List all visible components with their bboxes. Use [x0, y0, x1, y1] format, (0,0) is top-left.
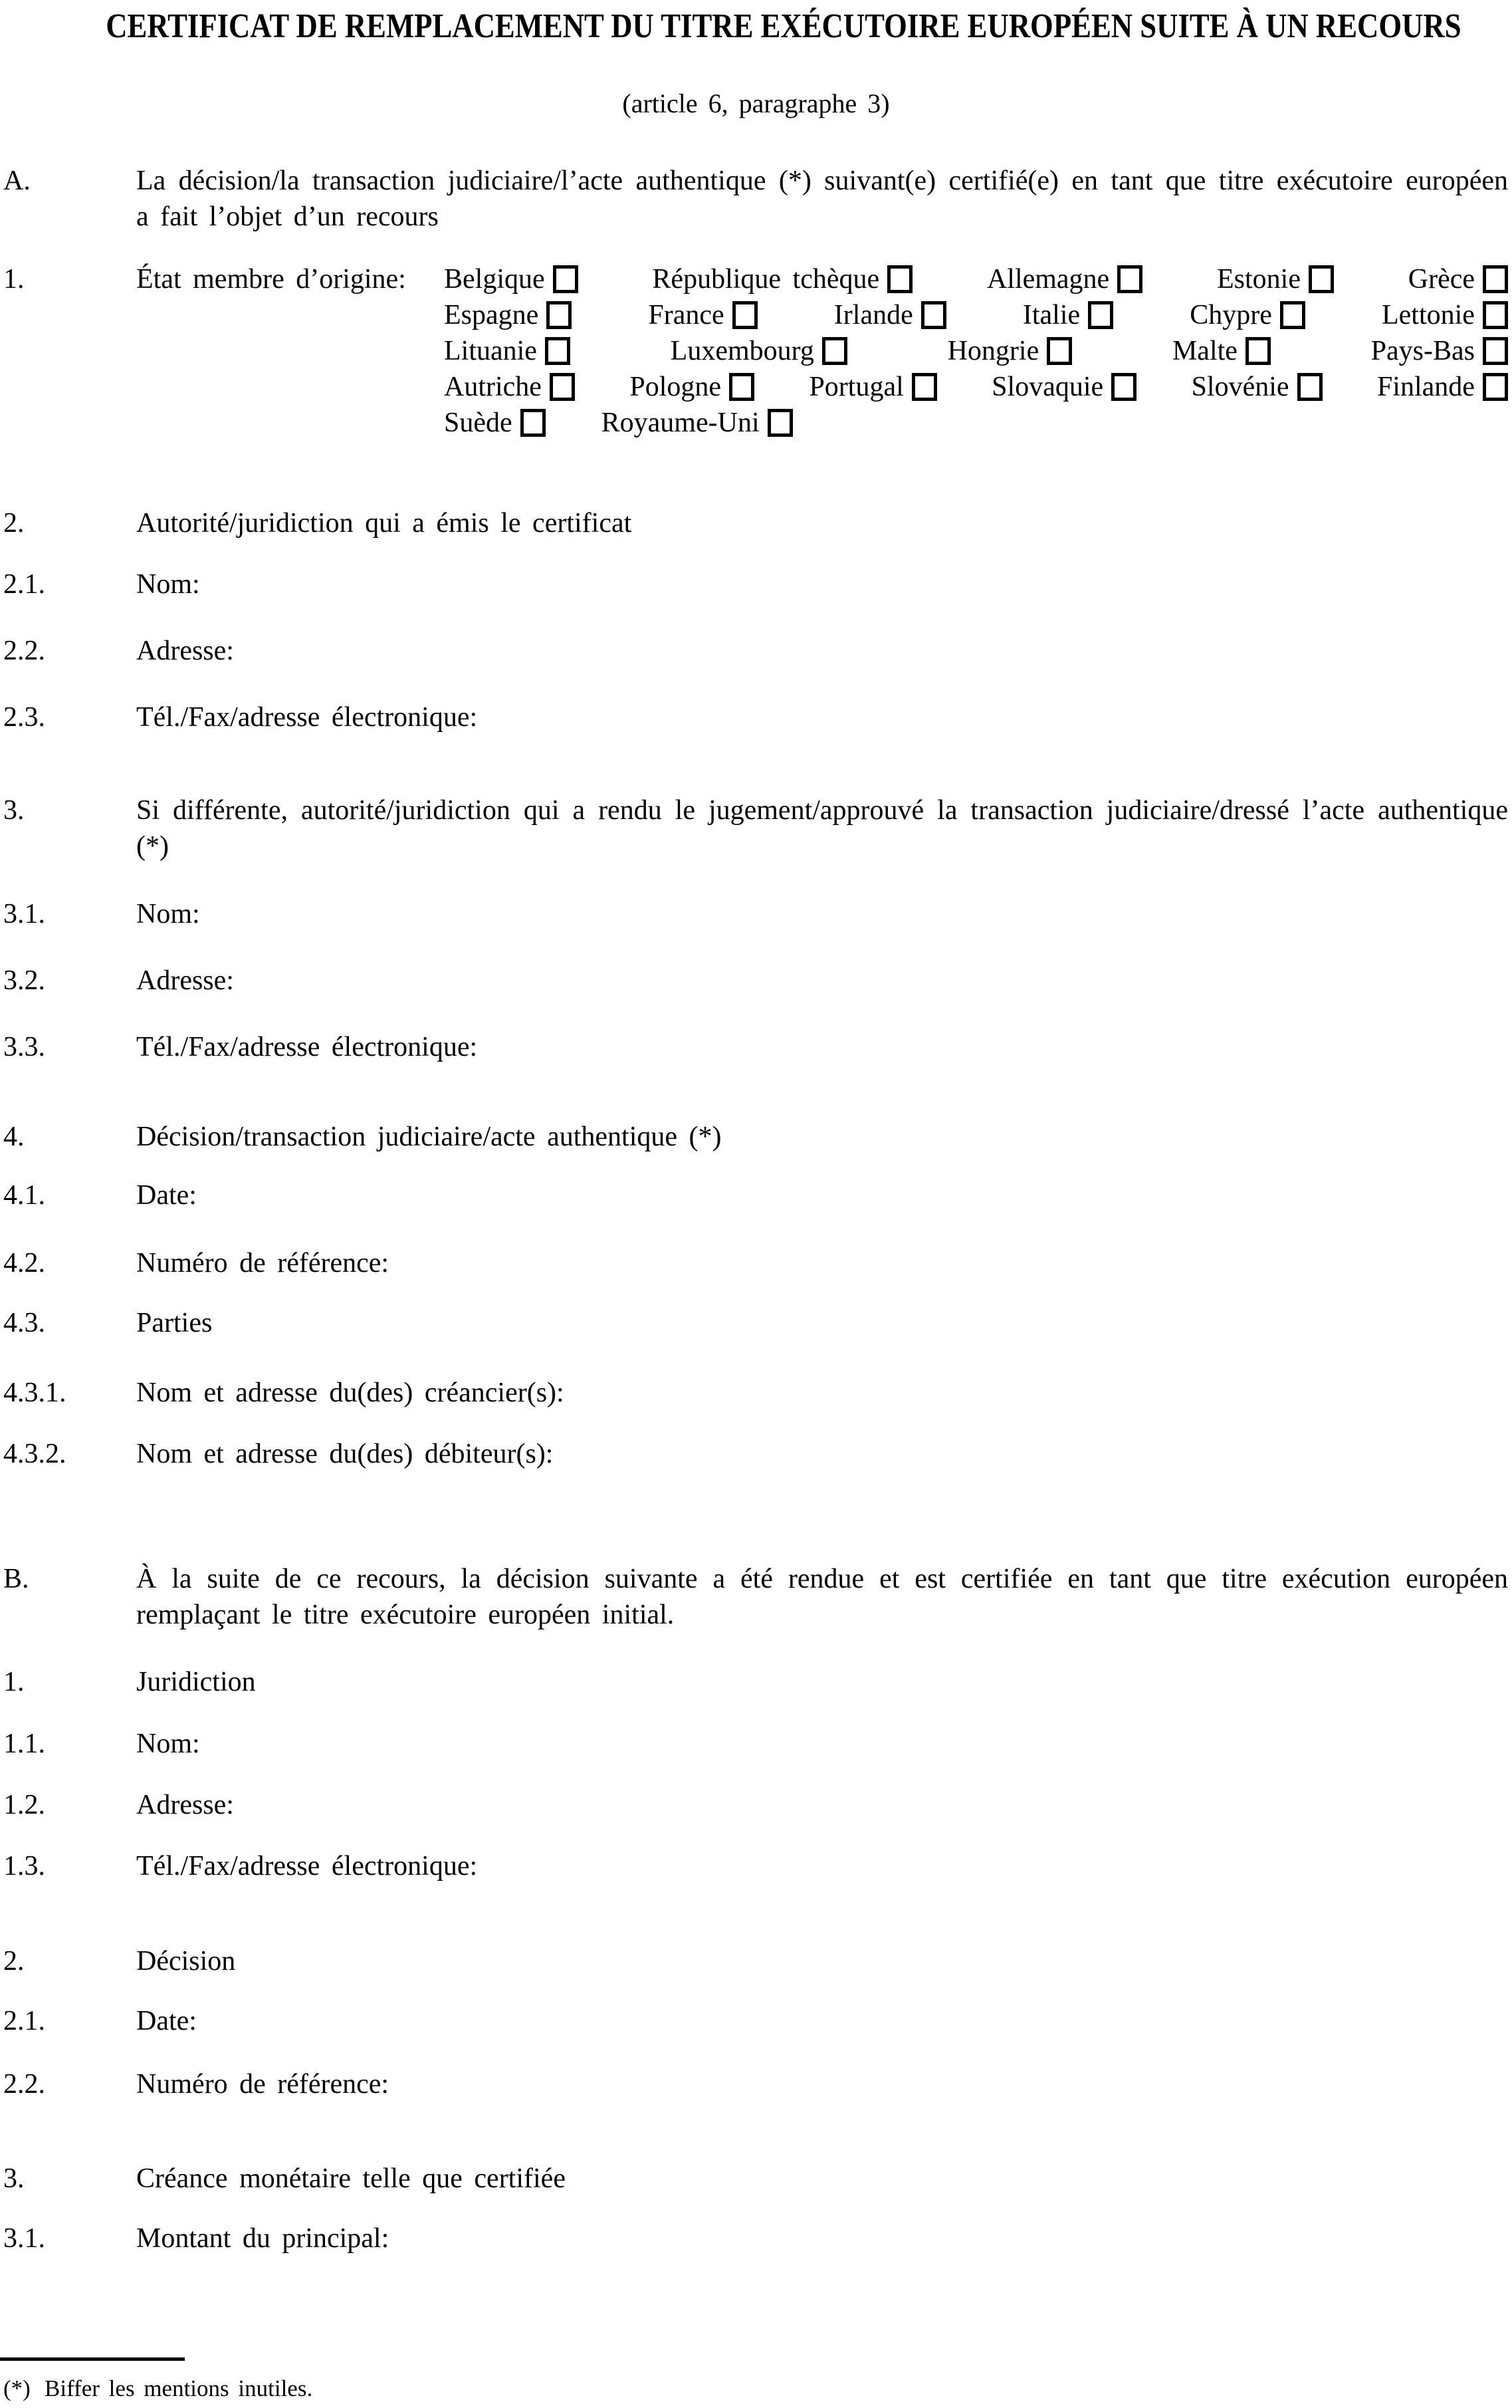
member-state-label: Lettonie	[1382, 300, 1475, 330]
section-a-2-2	[3, 633, 1508, 669]
page-subtitle: (article 6, paragraphe 3)	[622, 88, 890, 118]
item-text: Numéro de référence:	[136, 2069, 389, 2100]
checkbox-italie[interactable]	[1088, 301, 1113, 329]
member-state-label: Slovénie	[1191, 372, 1289, 402]
member-state-row	[444, 301, 1508, 330]
member-state-label: Slovaquie	[992, 372, 1104, 402]
item-text: Date:	[136, 1180, 197, 1211]
section-b-3-1	[3, 2221, 1508, 2256]
section-a-3-2	[3, 963, 1508, 999]
checkbox-royaume-uni[interactable]	[768, 409, 793, 437]
checkbox-autriche[interactable]	[550, 373, 575, 401]
footnote	[3, 2373, 1508, 2404]
item-number: 2.	[3, 508, 25, 539]
member-state-label: Belgique	[444, 264, 545, 295]
member-state-hongrie	[948, 336, 1073, 366]
item-number: 3.1.	[3, 899, 45, 929]
checkbox-luxembourg[interactable]	[822, 337, 847, 365]
item-text: La décision/la transaction judiciaire/l’acte authentique (*) suivant(e) certifié(e) en tant que titre exécutoire européen a fait l’objet d’un recours	[136, 166, 1508, 232]
item-number: 4.3.1.	[3, 1378, 66, 1408]
section-a-4-3-2	[3, 1436, 1508, 1472]
member-state-label: Chypre	[1190, 300, 1272, 330]
member-state-republique-tcheque	[652, 265, 913, 294]
checkbox-france[interactable]	[732, 301, 758, 329]
checkbox-belgique[interactable]	[553, 265, 578, 293]
section-a	[3, 163, 1508, 235]
item-text: Adresse:	[136, 636, 234, 666]
member-state-irlande	[834, 301, 946, 330]
checkbox-allemagne[interactable]	[1117, 265, 1142, 293]
item-text: Nom:	[136, 569, 200, 600]
member-state-label: Portugal	[809, 372, 904, 402]
item-text: Date:	[136, 2006, 197, 2036]
checkbox-pays-bas[interactable]	[1483, 337, 1508, 365]
item-number: 2.1.	[3, 2006, 45, 2036]
member-state-slovenie	[1192, 372, 1323, 402]
member-state-row	[444, 265, 1508, 294]
checkbox-hongrie[interactable]	[1047, 337, 1072, 365]
member-state-row	[444, 372, 1508, 402]
footnote-marker: (*)	[3, 2375, 31, 2401]
member-state-malte	[1172, 336, 1271, 366]
section-a-3-3	[3, 1029, 1508, 1065]
member-state-espagne	[444, 301, 572, 330]
section-b-1	[3, 1664, 1508, 1700]
item-text: Nom et adresse du(des) créancier(s):	[136, 1378, 564, 1408]
item-number: 4.2.	[3, 1248, 45, 1278]
section-a-2	[3, 505, 1508, 541]
item-text: Nom:	[136, 1729, 200, 1759]
item-number: B.	[3, 1564, 29, 1594]
section-a-4	[3, 1119, 1508, 1155]
member-state-france	[648, 301, 757, 330]
member-state-label: France	[648, 300, 724, 330]
member-state-label: Finlande	[1376, 372, 1475, 402]
section-b-2-2	[3, 2066, 1508, 2102]
checkbox-lettonie[interactable]	[1483, 301, 1508, 329]
member-state-slovaquie	[992, 372, 1136, 402]
checkbox-portugal[interactable]	[912, 373, 937, 401]
section-1-member-state	[3, 265, 1508, 444]
item-text: Adresse:	[136, 1790, 234, 1820]
item-text: Numéro de référence:	[136, 1248, 389, 1278]
item-number: 2.2.	[3, 636, 45, 666]
member-state-label: Pologne	[629, 372, 722, 402]
member-state-grece	[1408, 265, 1508, 294]
member-state-royaume-uni	[601, 408, 793, 437]
item-number: 1.2.	[3, 1790, 45, 1820]
section-b-2	[3, 1943, 1508, 1979]
member-state-portugal	[809, 372, 936, 402]
checkbox-republique-tcheque[interactable]	[887, 265, 913, 293]
member-state-label: Estonie	[1216, 264, 1301, 295]
member-state-italie	[1023, 301, 1113, 330]
item-number: 2.2.	[3, 2069, 45, 2100]
section-b-1-3	[3, 1848, 1508, 1884]
checkbox-malte[interactable]	[1245, 337, 1271, 365]
checkbox-suede[interactable]	[520, 409, 546, 437]
section-b-2-1	[3, 2003, 1508, 2039]
member-state-belgique	[444, 265, 578, 294]
item-text: Autorité/juridiction qui a émis le certificat	[136, 508, 632, 539]
item-text: Décision	[136, 1946, 236, 1977]
item-number: 3.2.	[3, 965, 45, 996]
member-state-label: Italie	[1022, 300, 1081, 330]
section-a-4-1	[3, 1177, 1508, 1213]
member-state-pays-bas	[1371, 336, 1508, 366]
member-state-finlande	[1377, 372, 1508, 402]
section-a-4-2	[3, 1245, 1508, 1281]
item-number: 4.3.2.	[3, 1439, 66, 1469]
member-state-label: Pays-Bas	[1370, 336, 1475, 366]
member-state-checkbox-grid	[444, 265, 1508, 444]
member-state-lettonie	[1382, 301, 1508, 330]
member-state-estonie	[1217, 265, 1334, 294]
checkbox-irlande[interactable]	[921, 301, 946, 329]
checkbox-espagne[interactable]	[546, 301, 572, 329]
section-a-4-3-1	[3, 1375, 1508, 1411]
item-number: 2.1.	[3, 569, 45, 600]
item-number: 4.1.	[3, 1180, 45, 1211]
checkbox-pologne[interactable]	[729, 373, 754, 401]
checkbox-chypre[interactable]	[1280, 301, 1305, 329]
item-number: 1.3.	[3, 1851, 45, 1881]
item-number: 4.	[3, 1122, 25, 1152]
member-state-row	[444, 336, 1508, 366]
section-b	[3, 1561, 1508, 1633]
checkbox-slovaquie[interactable]	[1111, 373, 1136, 401]
member-state-label: Malte	[1172, 336, 1238, 366]
member-state-suede	[444, 408, 546, 437]
member-state-row	[444, 408, 1508, 437]
member-state-pologne	[629, 372, 754, 402]
checkbox-grece[interactable]	[1483, 265, 1508, 293]
member-state-label: Grèce	[1408, 264, 1475, 295]
section-a-4-3	[3, 1305, 1508, 1341]
member-state-label: Irlande	[833, 300, 913, 330]
item-number: 3.	[3, 795, 25, 826]
item-text: Décision/transaction judiciaire/acte authentique (*)	[136, 1122, 722, 1152]
member-state-label: Suède	[444, 408, 512, 438]
member-state-chypre	[1190, 301, 1305, 330]
item-text: Tél./Fax/adresse électronique:	[136, 702, 478, 733]
member-state-label: Autriche	[444, 372, 542, 402]
checkbox-estonie[interactable]	[1309, 265, 1334, 293]
item-text: Tél./Fax/adresse électronique:	[136, 1032, 478, 1062]
section-b-1-1	[3, 1726, 1508, 1762]
member-state-label: Espagne	[444, 300, 539, 330]
checkbox-lituanie[interactable]	[545, 337, 570, 365]
item-text: Montant du principal:	[136, 2223, 389, 2254]
member-state-lituanie	[444, 336, 570, 366]
member-state-label: Royaume-Uni	[601, 408, 760, 438]
footnote-text: Biffer les mentions inutiles.	[45, 2375, 313, 2401]
member-state-label: République tchèque	[652, 264, 880, 295]
section-a-3-1	[3, 896, 1508, 932]
item-text: Parties	[136, 1308, 213, 1338]
member-state-luxembourg	[671, 336, 847, 366]
checkbox-slovenie[interactable]	[1297, 373, 1323, 401]
checkbox-finlande[interactable]	[1483, 373, 1508, 401]
item-number: 1.1.	[3, 1729, 45, 1759]
section-b-1-2	[3, 1787, 1508, 1823]
item-text: Créance monétaire telle que certifiée	[136, 2163, 566, 2194]
item-text: Juridiction	[136, 1667, 256, 1697]
item-number: 4.3.	[3, 1308, 45, 1338]
section-b-3	[3, 2161, 1508, 2197]
member-state-label: Lituanie	[444, 336, 537, 366]
section-a-3	[3, 792, 1508, 864]
item-text: Si différente, autorité/juridiction qui a rendu le jugement/approuvé la transaction judiciaire/dressé l’acte authentique (*)	[136, 795, 1508, 862]
item-text: Nom:	[136, 899, 200, 929]
item-text: Tél./Fax/adresse électronique:	[136, 1851, 478, 1881]
item-number: 3.1.	[3, 2223, 45, 2254]
member-state-label: Hongrie	[947, 336, 1039, 366]
member-state-origin-label: État membre d’origine:	[136, 264, 406, 295]
section-a-2-1	[3, 566, 1508, 602]
item-number: 3.3.	[3, 1032, 45, 1062]
page-title: CERTIFICAT DE REMPLACEMENT DU TITRE EXÉCUTOIRE EUROPÉEN SUITE À UN RECOURS	[106, 7, 1461, 45]
member-state-label: Allemagne	[986, 264, 1110, 295]
item-number: 1.	[3, 1667, 25, 1697]
footnote-divider	[0, 2357, 185, 2361]
member-state-allemagne	[987, 265, 1142, 294]
item-number: 2.3.	[3, 702, 45, 733]
item-number: A.	[3, 166, 31, 196]
item-number: 1.	[3, 264, 25, 295]
member-state-autriche	[444, 372, 575, 402]
member-state-label: Luxembourg	[670, 336, 814, 366]
item-number: 2.	[3, 1946, 25, 1977]
item-text: À la suite de ce recours, la décision suivante a été rendue et est certifiée en tant que titre exécution européen remplaçant le titre exécutoire européen initial.	[136, 1564, 1508, 1630]
section-a-2-3	[3, 699, 1508, 735]
item-number: 3.	[3, 2163, 25, 2194]
item-text: Nom et adresse du(des) débiteur(s):	[136, 1439, 554, 1469]
item-text: Adresse:	[136, 965, 234, 996]
